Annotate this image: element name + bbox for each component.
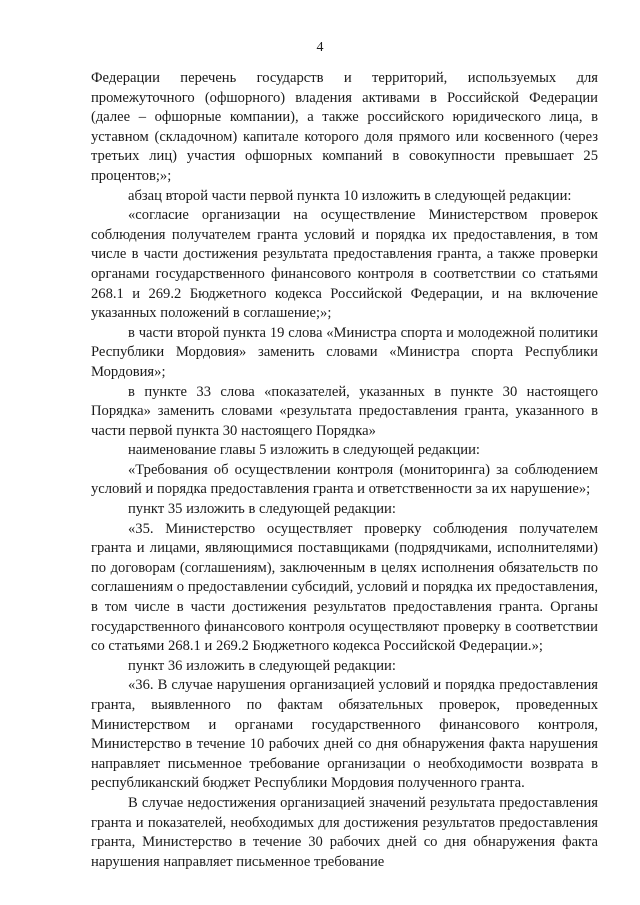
page-number: 4 [316, 40, 324, 55]
paragraph: «Требования об осуществлении контроля (мониторинга) за соблюдением условий и порядка предоставления гранта и ответственности за их нарушение»; [91, 461, 598, 498]
paragraph: пункт 35 изложить в следующей редакции: [128, 501, 396, 518]
document-body [91, 69, 598, 872]
paragraph: «36. В случае нарушения организацией условий и порядка предоставления гранта, выявленного по фактам обязательных проверок, проведенных Министерством и органами государственного финансового контроля, Министерство в течение 10 рабочих дней со дня обнаружения факта нарушения направляет письменное требование организации о необходимости возврата в республиканский бюджет Республики Мордовия полученного гранта. [91, 677, 598, 792]
paragraph: В случае недостижения организацией значений результата предоставления гранта и показателей, необходимых для достижения результатов предоставления гранта, Министерство в течение 30 рабочих дней со дня обнаружения факта нарушения направляет письменное требование [91, 794, 598, 870]
paragraph: в части второй пункта 19 слова «Министра спорта и молодежной политики Республики Мордовия» заменить словами «Министра спорта Республики Мордовия»; [91, 324, 598, 380]
paragraph: абзац второй части первой пункта 10 изложить в следующей редакции: [128, 187, 572, 204]
paragraph: наименование главы 5 изложить в следующей редакции: [128, 442, 480, 459]
paragraph: «согласие организации на осуществление Министерством проверок соблюдения получателем гранта условий и порядка их предоставления, в том числе в части достижения результата предоставления гранта, а также проверки органами государственного финансового контроля в соответствии со статьями 268.1 и 269.2 Бюджетного кодекса Российской Федерации, и на включение указанных положений в соглашение;»; [91, 207, 598, 322]
paragraph: в пункте 33 слова «показателей, указанных в пункте 30 настоящего Порядка» заменить словами «результата предоставления гранта, указанного в части первой пункта 30 настоящего Порядка» [91, 383, 598, 439]
paragraph: «35. Министерство осуществляет проверку соблюдения получателем гранта и лицами, являющимися поставщиками (подрядчиками, исполнителями) по договорам (соглашениям), заключенным в целях исполнения обязательств по соглашениям о предоставлении субсидий, условий и порядка их предоставления, в том числе в части достижения результатов предоставления гранта. Органы государственного финансового контроля осуществляют проверку в соответствии со статьями 268.1 и 269.2 Бюджетного кодекса Российской Федерации.»; [91, 520, 598, 655]
paragraph: Федерации перечень государств и территорий, используемых для промежуточного (офшорного) владения активами в Российской Федерации (далее – офшорные компании), а также российского юридического лица, в уставном (складочном) капитале которого доля прямого или косвенного (через третьих лиц) участия офшорных компаний в совокупности превышает 25 процентов;»; [91, 70, 598, 184]
paragraph: пункт 36 изложить в следующей редакции: [128, 657, 396, 674]
